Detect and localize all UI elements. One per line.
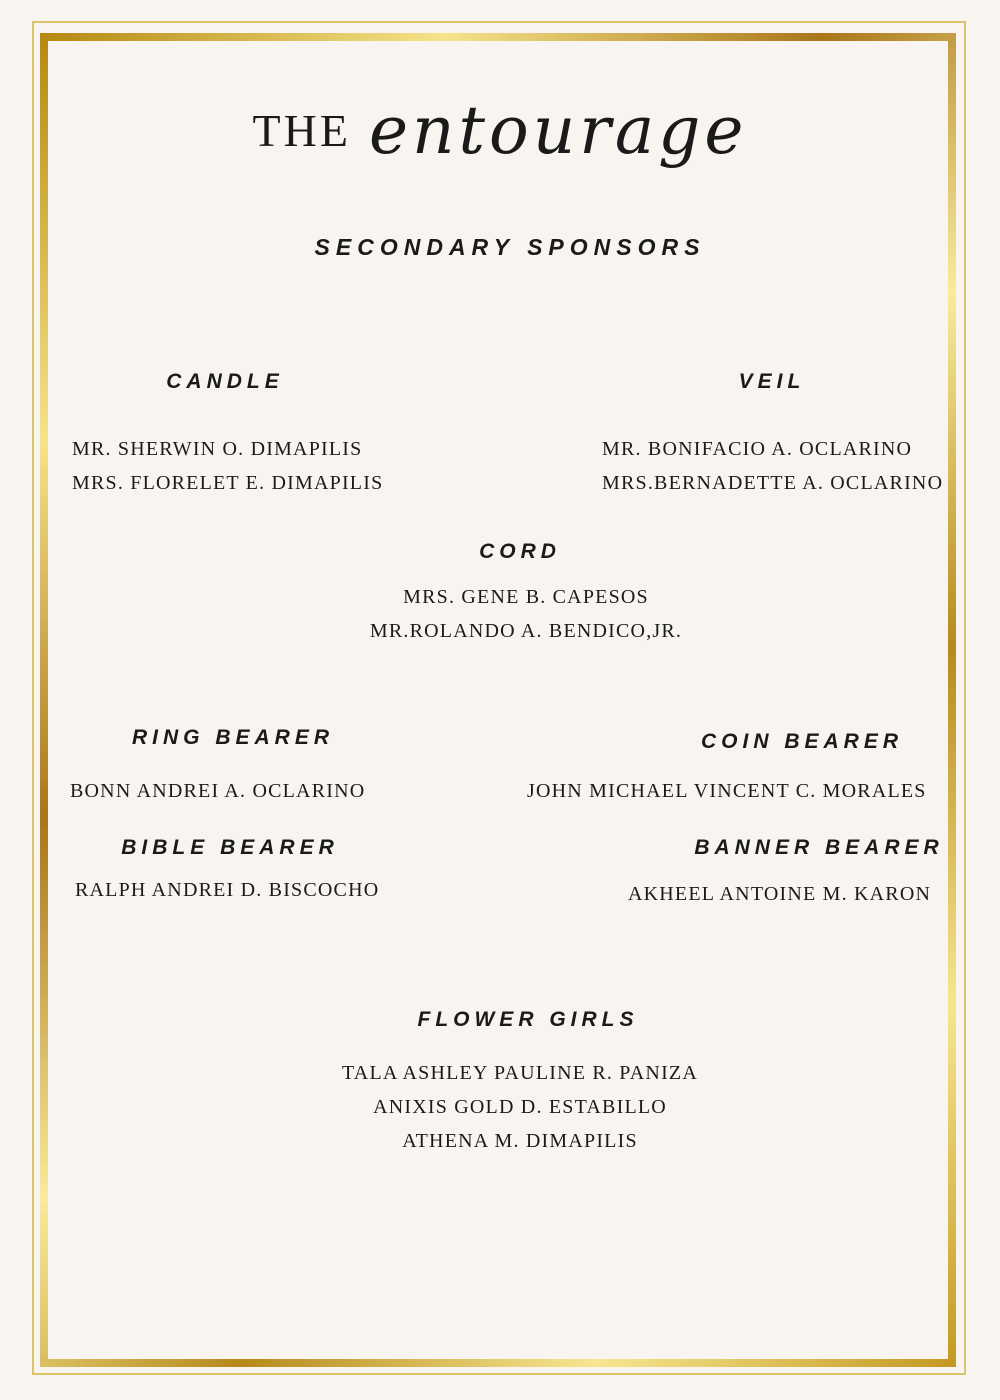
flower-girls-names	[320, 1056, 720, 1158]
title-script: entourage	[368, 92, 748, 169]
veil-heading: VEIL	[738, 370, 806, 393]
ring-bearer-heading: RING BEARER	[131, 726, 334, 749]
flower-girls-heading: FLOWER GIRLS	[417, 1008, 639, 1031]
cord-name: MRS. GENE B. CAPESOS	[403, 586, 649, 608]
banner-bearer-names	[628, 877, 931, 911]
bible-bearer-name: RALPH ANDREI D. BISCOCHO	[75, 879, 380, 901]
coin-bearer-names	[527, 774, 927, 808]
candle-heading: CANDLE	[166, 370, 284, 393]
flower-girl-name: TALA ASHLEY PAULINE R. PANIZA	[341, 1062, 698, 1084]
page-title	[0, 92, 1000, 169]
candle-name: MR. SHERWIN O. DIMAPILIS	[72, 438, 363, 460]
title-prefix: THE	[252, 105, 351, 156]
coin-bearer-heading: COIN BEARER	[700, 730, 903, 753]
candle-name: MRS. FLORELET E. DIMAPILIS	[72, 472, 384, 494]
cord-names	[326, 580, 726, 648]
ring-bearer-name: BONN ANDREI A. OCLARINO	[70, 780, 366, 802]
section-title: SECONDARY SPONSORS	[314, 234, 706, 260]
coin-bearer-name: JOHN MICHAEL VINCENT C. MORALES	[527, 780, 927, 802]
cord-heading: CORD	[479, 540, 561, 563]
ring-bearer-names	[70, 774, 365, 808]
bible-bearer-heading: BIBLE BEARER	[121, 836, 339, 859]
veil-name: MR. BONIFACIO A. OCLARINO	[602, 438, 913, 460]
veil-names	[602, 432, 943, 500]
banner-bearer-heading: BANNER BEARER	[694, 836, 944, 859]
flower-girl-name: ANIXIS GOLD D. ESTABILLO	[373, 1096, 667, 1118]
candle-names	[72, 432, 383, 500]
flower-girl-name: ATHENA M. DIMAPILIS	[402, 1130, 638, 1152]
cord-name: MR.ROLANDO A. BENDICO,JR.	[369, 620, 683, 642]
bible-bearer-names	[75, 873, 379, 907]
veil-name: MRS.BERNADETTE A. OCLARINO	[602, 472, 944, 494]
banner-bearer-name: AKHEEL ANTOINE M. KARON	[628, 883, 932, 905]
